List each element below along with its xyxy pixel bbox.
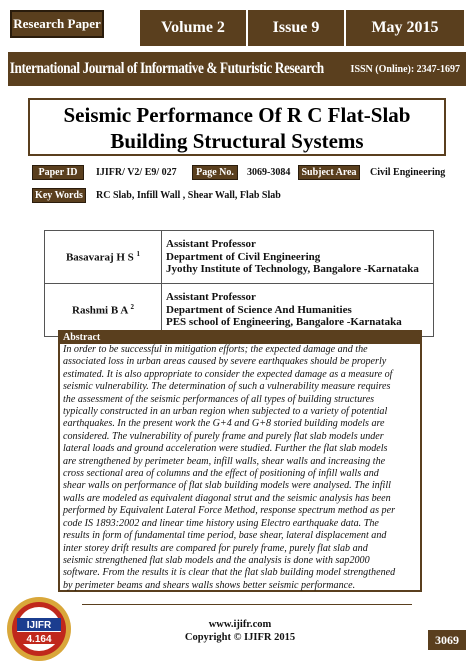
abstract-line: earthquakes. In the present work the G+4 and G+8 storied building models are: [63, 418, 385, 430]
abstract-line: considered. The vulnerability of purely frame and purely flat slab models under: [63, 430, 384, 442]
author-institution: PES school of Engineering, Bangalore -Karnataka: [166, 316, 402, 329]
author-name-cell: [45, 284, 162, 337]
authors-table: [44, 230, 434, 337]
page-no-label: [192, 165, 238, 180]
research-paper-label: [10, 10, 104, 38]
paper-id-value: IJIFR/ V2/ E9/ 027: [96, 167, 177, 178]
keywords-label: [32, 188, 86, 203]
abstract-line: seismic strengthened flat slab models and the analysis is done with sap2000: [63, 554, 370, 566]
abstract-line: are strengthened by perimeter beam, infill walls, shear walls and increasing the: [63, 455, 386, 467]
abstract-line: seismic vulnerability. The determination of such a vulnerability measure requires: [63, 381, 391, 393]
subject-area-label: [298, 165, 360, 180]
author-name: Basavaraj H S: [65, 251, 134, 264]
abstract-line: performed by Equivalent Lateral Force Method, response spectrum method as per: [63, 505, 396, 517]
abstract-line: walls are modeled as equivalent diagonal strut and the seismic analysis has been: [63, 492, 391, 504]
date-label: May 2015: [371, 19, 439, 36]
page-number-box: [428, 630, 466, 650]
author-sup: 1: [136, 250, 141, 259]
abstract-heading: Abstract: [60, 332, 420, 344]
issn-label: ISSN (Online): 2347-1697: [350, 63, 460, 75]
page-no-label-text: Page No.: [196, 167, 234, 178]
abstract-line: cross sectional area of columns and the effect of positioning of infill walls and: [63, 468, 379, 480]
abstract-line: by perimeter beams and shears walls shows better seismic performance.: [63, 579, 356, 591]
journal-seal-icon: [6, 596, 72, 662]
abstract-line: lateral loads and ground acceleration were studied. Further the flat slab models: [63, 443, 388, 455]
abstract-line: In order to be successful in mitigation efforts; the expected damage and the: [63, 344, 368, 355]
footer-copyright: Copyright © IJIFR 2015: [184, 632, 296, 643]
page-no-value: 3069-3084: [247, 167, 291, 178]
keywords-label-text: Key Words: [35, 190, 83, 201]
abstract-box: [58, 330, 422, 592]
table-row: [45, 284, 434, 337]
author-department: Department of Civil Engineering: [166, 250, 321, 263]
author-affiliation-cell: [162, 231, 434, 284]
abstract-line: software. From the results it is clear that the flat slab building model strengthened: [63, 567, 396, 579]
paper-id-label: [32, 165, 84, 180]
footer-center: [150, 618, 330, 644]
author-department: Department of Science And Humanities: [166, 303, 352, 316]
author-sup: 2: [130, 303, 134, 312]
journal-name: International Journal of Informative & Futuristic Research: [9, 60, 324, 77]
abstract-line: typically constructed in an urban region when subjected to a variety of potential: [63, 406, 388, 418]
keywords-value: RC Slab, Infill Wall , Shear Wall, Flab Slab: [96, 190, 281, 201]
issue-info-bar: [140, 10, 464, 46]
paper-id-label-text: Paper ID: [38, 167, 78, 178]
author-affiliation-cell: [162, 284, 434, 337]
abstract-line: results in form of fundamental time period, base shear, lateral displacement and: [63, 530, 387, 542]
abstract-line: inter storey drift results are compared for purely frame, purely flat slab and: [63, 542, 368, 554]
paper-title-box: [28, 98, 446, 156]
abstract-line: code IS 1893:2002 and linear time history using Electro earthquake data. The: [63, 517, 379, 529]
subject-area-value: Civil Engineering: [370, 167, 446, 178]
abstract-line: the assessment of the seismic performances of all types of building structures: [63, 393, 375, 405]
research-paper-text: Research Paper: [13, 16, 101, 31]
author-name-cell: [45, 231, 162, 284]
page-number: 3069: [435, 632, 459, 647]
author-institution: Jyothy Institute of Technology, Bangalore -Karnataka: [166, 263, 419, 276]
paper-title-line1: Seismic Performance Of R C Flat-Slab: [63, 103, 411, 127]
seal-logo-text: IJIFR: [26, 620, 52, 631]
seal-impact-text: 4.164: [26, 634, 52, 645]
author-name: Rashmi B A: [72, 304, 128, 317]
author-position: Assistant Professor: [166, 291, 256, 304]
abstract-line: shear walls on performance of flat slab building models were analysed. The infill: [63, 480, 391, 492]
issue-label: Issue 9: [248, 10, 346, 46]
volume-label: Volume 2: [140, 10, 248, 46]
paper-title-line2: Building Structural Systems: [110, 129, 364, 153]
subject-area-label-text: Subject Area: [301, 167, 357, 178]
author-position: Assistant Professor: [166, 238, 256, 251]
table-row: [45, 231, 434, 284]
abstract-line: associated loss in urban areas caused by severe earthquakes should be properly: [63, 356, 387, 368]
footer-divider: [82, 604, 412, 605]
journal-seal: [6, 596, 72, 662]
abstract-text: [60, 344, 420, 592]
footer-website: www.ijifr.com: [208, 619, 272, 630]
abstract-line: estimated. It is also appropriate to consider the expected damage as a measure of: [63, 368, 393, 380]
journal-name-bar: [8, 52, 466, 86]
